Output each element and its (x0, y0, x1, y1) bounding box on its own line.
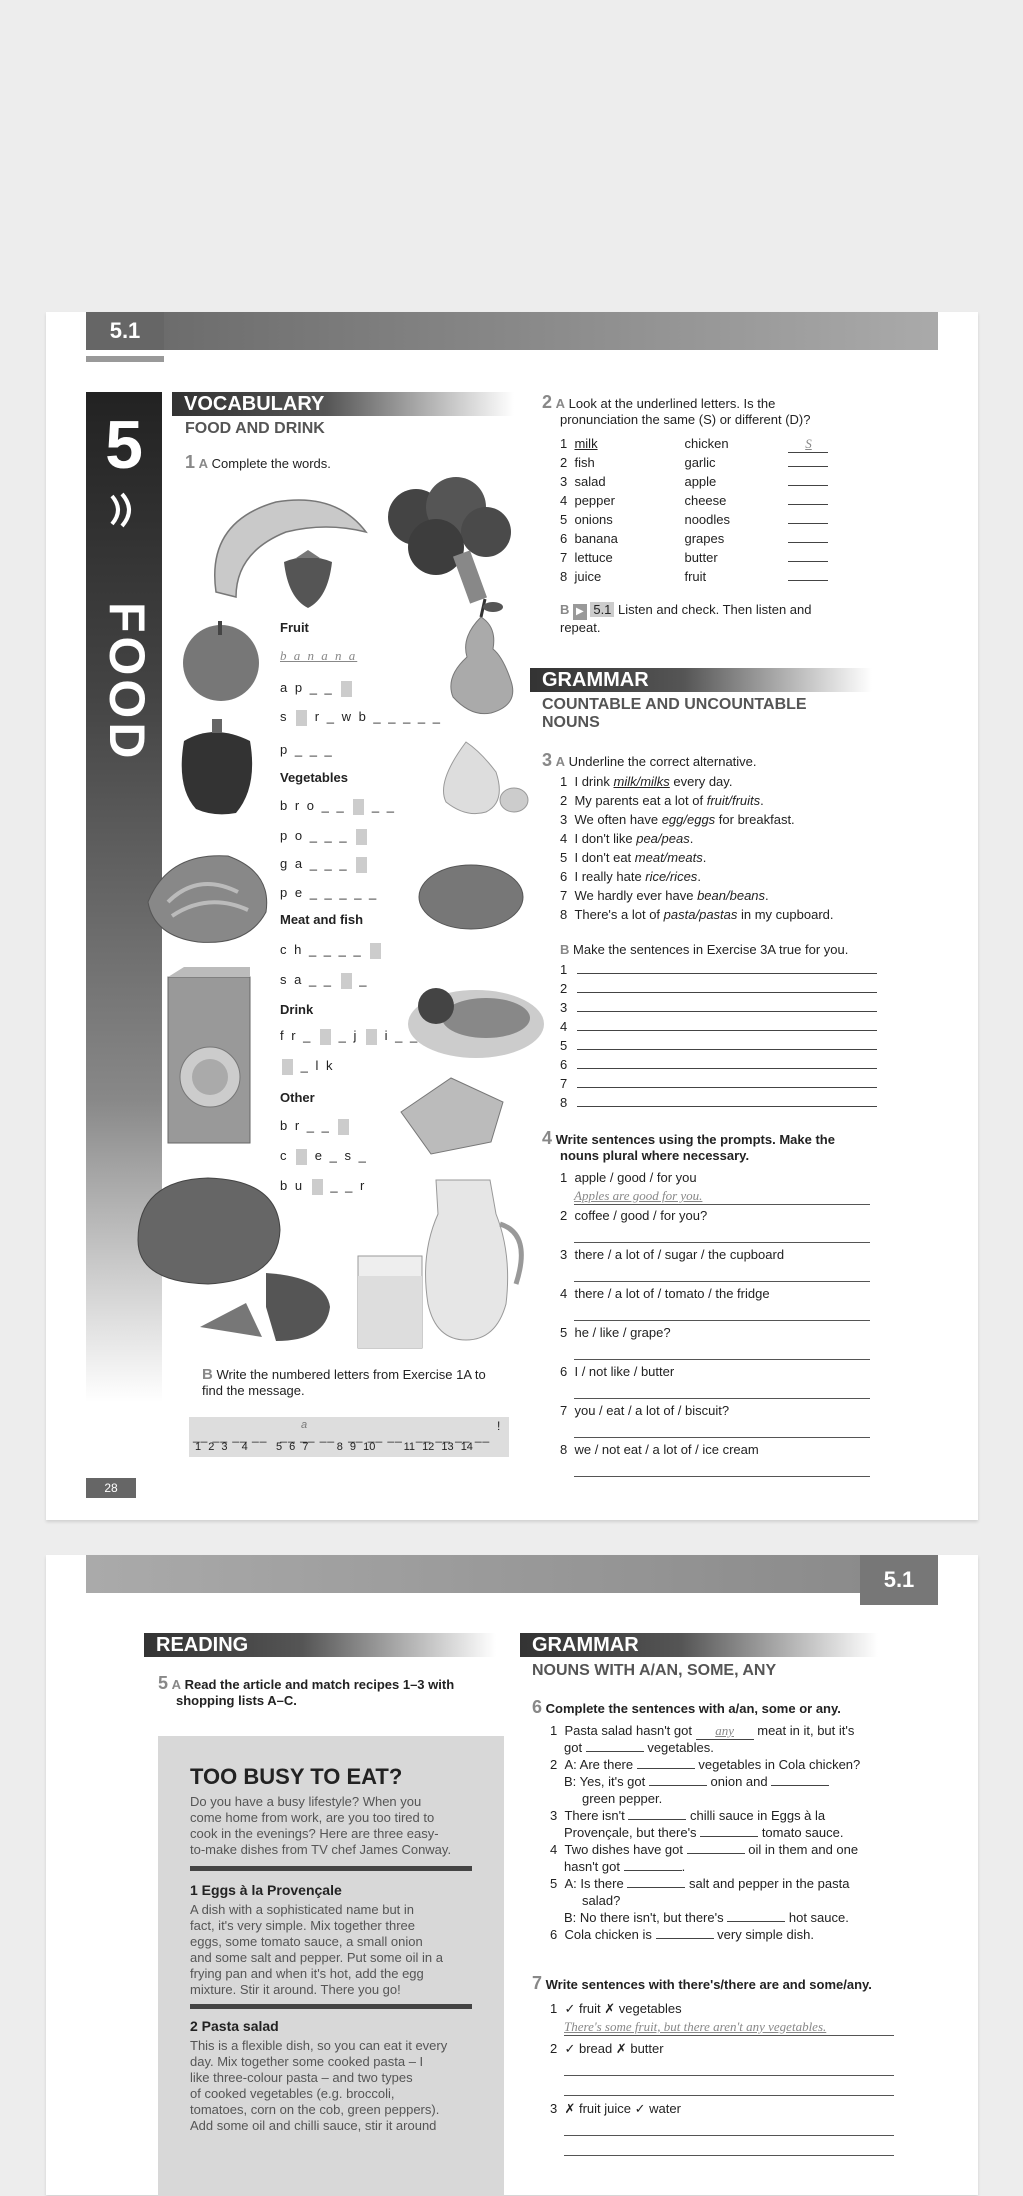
ex3b-line[interactable]: 1 (560, 962, 877, 977)
ex3a-row: 8 There's a lot of pasta/pastas in my cupboard. (560, 907, 834, 922)
ex7-answer-line[interactable] (564, 2135, 894, 2136)
cheese-wheel-picture (196, 1267, 336, 1347)
ex6-line: 4 Two dishes have got oil in them and one (550, 1842, 859, 1857)
ex6-line: green pepper. (582, 1791, 663, 1806)
ex3a-row: 6 I really hate rice/rices. (560, 869, 701, 884)
grammar-header: GRAMMAR (520, 1633, 878, 1657)
ex6-line: 2 A: Are there vegetables in Cola chicken? (550, 1757, 861, 1772)
ex4-answer-line[interactable] (574, 1242, 870, 1243)
article-intro: Do you have a busy lifestyle? When you come home from work, are you too tired to cook in the evenings? Here are three easy- to-make dishes from TV chef James Conway. (190, 1794, 452, 1857)
top-bar (86, 312, 938, 350)
garlic-picture (426, 732, 536, 822)
recipe-2-title: 2 Pasta salad (190, 2018, 279, 2034)
vocab-subheader: FOOD AND DRINK (185, 420, 325, 437)
ex7-prompt: 3 ✗ fruit juice ✓ water (550, 2101, 681, 2116)
ex4-prompt: 8 we / not eat / a lot of / ice cream (560, 1442, 759, 1457)
ex4-prompt: 1 apple / good / for you (560, 1170, 697, 1185)
ex4-answer-line[interactable] (574, 1204, 870, 1205)
article-title: TOO BUSY TO EAT? (190, 1764, 403, 1789)
ex3a-row: 3 We often have egg/eggs for breakfast. (560, 812, 795, 827)
word-pear: p _ _ _ (280, 742, 334, 757)
ex1a-instruction: 1 A Complete the words. (185, 452, 331, 472)
word-bread: b r _ _ (280, 1118, 351, 1135)
ex3b-line[interactable]: 5 (560, 1038, 877, 1053)
ex3a-instruction: 3 A Underline the correct alternative. (542, 750, 757, 770)
ex4-prompt: 6 I / not like / butter (560, 1364, 675, 1379)
word-strawberry: s r _ w b _ _ _ _ _ (280, 709, 443, 724)
page-number: 28 (86, 1478, 136, 1498)
ex2-row: 8 juice fruit (560, 569, 828, 584)
salmon-picture (138, 842, 278, 952)
side-number: 5 (105, 407, 143, 483)
ex3a-row: 7 We hardly ever have bean/beans. (560, 888, 769, 903)
grammar-subheader-1: COUNTABLE AND UNCOUNTABLE (542, 696, 807, 713)
recipe-1-text: A dish with a sophisticated name but in fact, it's very simple. Mix together three eggs, some tomato sauce, a small onion and some salt and pepper. Put some oil in a frying pan and when it's hot, add the egg mixture. Stir it around. There you go! (190, 1902, 443, 1997)
ex1b-instruction: B Write the numbered letters from Exercise 1A to find the message. (202, 1366, 486, 1398)
ex4-prompt: 7 you / eat / a lot of / biscuit? (560, 1403, 730, 1418)
grammar-header: GRAMMAR (530, 668, 872, 692)
article-box (158, 1736, 504, 2196)
ex6-line: 3 There isn't chilli sauce in Eggs à la (550, 1808, 826, 1823)
message-end: ! (497, 1419, 501, 1433)
message-numbers: 1 2 3 4 5 6 7 8 9 10 11 12 13 14 (195, 1441, 473, 1453)
ex6-line: salad? (582, 1893, 621, 1908)
fruit-label: Fruit (280, 620, 309, 635)
ex6-line: 1 Pasta salad hasn't got any meat in it, but it's (550, 1723, 855, 1738)
strawberry-picture (276, 548, 340, 612)
ex3b-line[interactable]: 6 (560, 1057, 877, 1072)
ex4-answer-line[interactable] (574, 1359, 870, 1360)
ex6-line: got vegetables. (564, 1740, 714, 1755)
meat-fish-label: Meat and fish (280, 912, 364, 927)
article-divider (190, 1866, 472, 1871)
word-milk: _ l k (280, 1058, 334, 1075)
article-divider (190, 2004, 472, 2009)
ex4-prompt: 4 there / a lot of / tomato / the fridge (560, 1286, 770, 1301)
ex2-row: 1 milk chicken S (560, 436, 828, 453)
unit-tab: 5.1 (860, 1555, 938, 1605)
potato-picture (416, 857, 526, 937)
ex3b-line[interactable]: 8 (560, 1095, 877, 1110)
recipe-2-text: This is a flexible dish, so you can eat it every day. Mix together some cooked pasta – I like three-colour pasta – and two types of cooked vegetables (e.g. broccoli, tomatoes, corn on the cob, green peppers). Add some oil and chilli sauce, stir it around (190, 2038, 448, 2133)
word-potato: p o _ _ _ (280, 828, 369, 845)
ex5a-instruction: 5 A Read the article and match recipes 1–3 with shopping lists A–C. (158, 1673, 455, 1708)
ex6-line: B: Yes, it's got onion and (564, 1774, 829, 1789)
glass-of-milk-picture (352, 1252, 428, 1352)
message-blanks: __ __ __ __ __ __ __ __ __ __ __ __ __ __ (193, 1429, 491, 1443)
reading-header: READING (144, 1633, 496, 1657)
unit-tab: 5.1 (86, 312, 164, 350)
other-label: Other (280, 1090, 315, 1105)
ex6-line: 5 A: Is there salt and pepper in the pasta (550, 1876, 850, 1891)
ex2-row: 4 pepper cheese (560, 493, 828, 508)
word-salmon: s a _ _ _ (280, 972, 369, 987)
word-cheese: c e _ s _ (280, 1148, 368, 1163)
ex7-answer-line[interactable] (564, 2095, 894, 2096)
ex2b-instruction: B ▶ 5.1 Listen and check. Then listen and repeat. (560, 602, 812, 635)
ex4-answer-line[interactable] (574, 1320, 870, 1321)
ex4-prompt: 2 coffee / good / for you? (560, 1208, 708, 1223)
ex4-answer-line[interactable] (574, 1437, 870, 1438)
ex6-line: hasn't got . (564, 1859, 686, 1874)
workbook-page-28 (46, 312, 978, 1520)
ex3b-line[interactable]: 3 (560, 1000, 877, 1015)
ex6-instruction: 6 Complete the sentences with a/an, some or any. (532, 1697, 841, 1717)
message-box (189, 1417, 509, 1457)
ex7-answer-line[interactable] (564, 2035, 894, 2036)
ex3b-line[interactable]: 2 (560, 981, 877, 996)
ex3a-row: 5 I don't eat meat/meats. (560, 850, 707, 865)
ex3a-row: 2 My parents eat a lot of fruit/fruits. (560, 793, 764, 808)
grammar-subheader-2: NOUNS (542, 714, 600, 731)
ex6-line: Provençale, but there's tomato sauce. (564, 1825, 844, 1840)
word-apple: a p _ _ (280, 680, 354, 697)
ex2-row: 2 fish garlic (560, 455, 828, 470)
ex6-line: 6 Cola chicken is very simple dish. (550, 1927, 814, 1942)
ex7-answer-line[interactable] (564, 2155, 894, 2156)
drink-carton-picture (164, 967, 254, 1147)
ex3a-row: 1 I drink milk/milks every day. (560, 774, 733, 789)
word-peas: p e _ _ _ _ _ (280, 885, 379, 900)
play-icon[interactable]: ▶ (573, 604, 587, 620)
ex3b-line[interactable]: 4 (560, 1019, 877, 1034)
vegetables-label: Vegetables (280, 770, 348, 785)
sound-waves-icon (104, 492, 144, 528)
chicken-salad-picture (396, 962, 546, 1062)
ex2-row: 6 banana grapes (560, 531, 828, 546)
tab-underline (86, 356, 164, 362)
ex4-answer-line[interactable] (574, 1476, 870, 1477)
word-chicken: c h _ _ _ _ (280, 942, 383, 959)
word-garlic: g a _ _ _ (280, 856, 369, 873)
ex4-answer: Apples are good for you. (574, 1188, 703, 1203)
svg-text:FOOD: FOOD (99, 602, 155, 763)
ex2-row: 3 salad apple (560, 474, 828, 489)
broccoli-picture (376, 477, 516, 607)
pepper-picture (174, 717, 260, 817)
word-broccoli: b r o _ _ _ _ (280, 798, 396, 813)
ex2a-instruction: 2 A Look at the underlined letters. Is the pronunciation the same (S) or different (D)? (542, 392, 811, 427)
side-word (88, 602, 160, 782)
jug-of-milk-picture (416, 1174, 536, 1344)
ex4-instruction: 4 Write sentences using the prompts. Make the nouns plural where necessary. (542, 1128, 835, 1163)
apple-picture (178, 617, 264, 703)
word-banana: b a n a n a (280, 648, 358, 663)
pear-picture (441, 597, 521, 717)
message-hint: a (301, 1419, 308, 1431)
ex7-answer: There's some fruit, but there aren't any vegetables. (564, 2019, 827, 2034)
ex2-row: 5 onions noodles (560, 512, 828, 527)
recipe-1-title: 1 Eggs à la Provençale (190, 1882, 342, 1898)
ex7-prompt: 2 ✓ bread ✗ butter (550, 2041, 664, 2056)
word-butter: b u _ _ r (280, 1178, 367, 1193)
grammar-subheader: NOUNS WITH A/AN, SOME, ANY (532, 1662, 777, 1679)
ex6-line: B: No there isn't, but there's hot sauce. (564, 1910, 849, 1925)
cheese-picture (391, 1072, 511, 1158)
top-bar (86, 1555, 938, 1593)
word-fruit-juice: f r _ _ j i _ _ (280, 1028, 420, 1043)
ex7-answer-line[interactable] (564, 2075, 894, 2076)
ex7-instruction: 7 Write sentences with there's/there are and some/any. (532, 1973, 872, 1993)
drink-label: Drink (280, 1002, 314, 1017)
ex4-answer-line[interactable] (574, 1281, 870, 1282)
ex3b-line[interactable]: 7 (560, 1076, 877, 1091)
ex3b-instruction: B Make the sentences in Exercise 3A true for you. (560, 942, 849, 957)
workbook-page-29 (46, 1555, 978, 2195)
ex2-row: 7 lettuce butter (560, 550, 828, 565)
ex3a-row: 4 I don't like pea/peas. (560, 831, 694, 846)
ex7-prompt: 1 ✓ fruit ✗ vegetables (550, 2001, 682, 2016)
ex4-answer-line[interactable] (574, 1398, 870, 1399)
vocab-header: VOCABULARY (172, 392, 514, 416)
ex4-prompt: 5 he / like / grape? (560, 1325, 671, 1340)
ex4-prompt: 3 there / a lot of / sugar / the cupboard (560, 1247, 785, 1262)
